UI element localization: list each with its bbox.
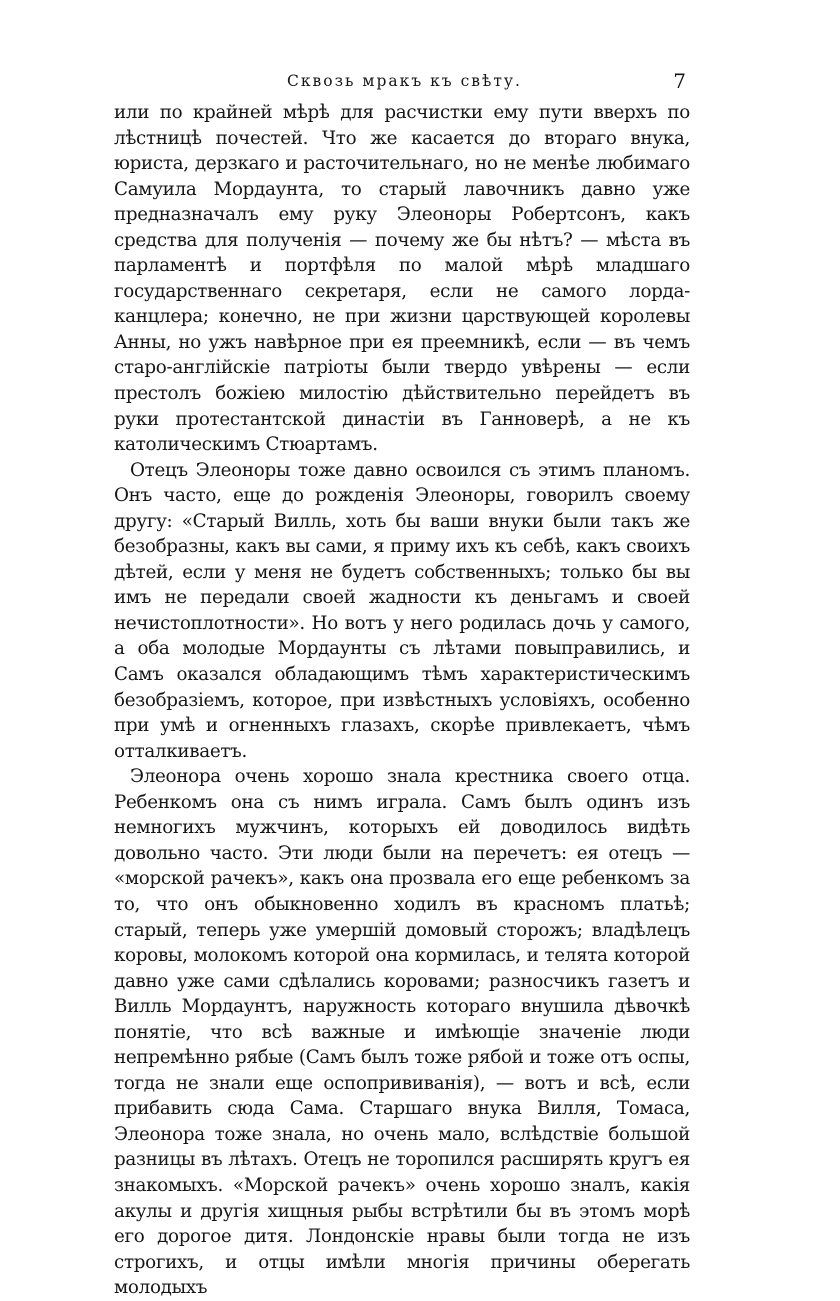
paragraph-continued: или по крайней мѣрѣ для расчистки ему пути вверхъ по лѣстницѣ почестей. Что же касается до втораго внука, юриста, дерзкаго и расточительнаго, но не менѣе любимаго Самуила Мордаунта, то старый лавочникъ давно уже предназначалъ ему руку Элеоноры Робертсонъ, какъ средства для полученія — почему же бы нѣтъ? — мѣста въ парламентѣ и портфѣля по малой мѣрѣ младшаго государственнаго секретаря, если не самого лорда-канцлера; конечно, не при жизни царствующей королевы Анны, но ужъ навѣрное при ея преемникѣ, если — въ чемъ старо-англійскіе патріоты были твердо увѣрены — если престолъ божіею милостію дѣйствительно перейдетъ въ руки протестантской династіи въ Ганноверѣ, а не къ католическимъ Стюартамъ. (114, 102, 690, 456)
body-text (114, 100, 690, 1301)
paragraph-eleanor-acquaintances: Элеонора очень хорошо знала крестника своего отца. Ребенкомъ она съ нимъ играла. Самъ былъ одинъ изъ немногихъ мужчинъ, которыхъ ей доводилось видѣть довольно часто. Эти люди были на перечетъ: ея отецъ — «морской рачекъ», какъ она прозвала его еще ребенкомъ за то, что онъ обыкновенно ходилъ въ красномъ платьѣ; старый, теперь уже умершій домовый сторожъ; владѣлецъ коровы, молокомъ которой она кормилась, и телята которой давно уже сами сдѣлались коровами; разносчикъ газетъ и Вилль Мордаунтъ, наружность котораго внушила дѣвочкѣ понятіе, что всѣ важные и имѣющіе значеніе люди непремѣнно рябые (Самъ былъ тоже рябой и тоже отъ оспы, тогда не знали еще оспопрививанія), — вотъ и всѣ, если прибавить сюда Сама. Старшаго внука Вилля, Томаса, Элеонора тоже знала, но очень мало, вслѣдствіе большой разницы въ лѣтахъ. Отецъ не торопился расширять кругъ ея знакомыхъ. «Морской рачекъ» очень хорошо зналъ, какія акулы и другія хищныя рыбы встрѣтили бы въ этомъ морѣ его дорогое дитя. Лондонскіе нравы были тогда не изъ строгихъ, и отцы имѣли многія причины оберегать молодыхъ (114, 766, 690, 1299)
page-number: 7 (673, 69, 686, 93)
paragraph-eleanor-father: Отецъ Элеоноры тоже давно освоился съ этимъ планомъ. Онъ часто, еще до рожденія Элеоноры, говорилъ своему другу: «Старый Вилль, хоть бы ваши внуки были такъ же безобразны, какъ вы сами, я приму ихъ къ себѣ, какъ своихъ дѣтей, если у меня не будетъ собственныхъ; только бы вы имъ не передали своей жадности къ деньгамъ и своей нечистоплотности». Но вотъ у него родилась дочь у самого, а оба молодые Мордаунты съ лѣтами повыправились, и Самъ оказался обладающимъ тѣмъ характеристическимъ безобразіемъ, которое, при извѣстныхъ условіяхъ, особенно при умѣ и огненныхъ глазахъ, скорѣе привлекаетъ, чѣмъ отталкиваетъ. (114, 459, 690, 762)
running-head (112, 66, 690, 96)
running-title: Сквозь мракъ къ свѣту. (287, 72, 522, 90)
